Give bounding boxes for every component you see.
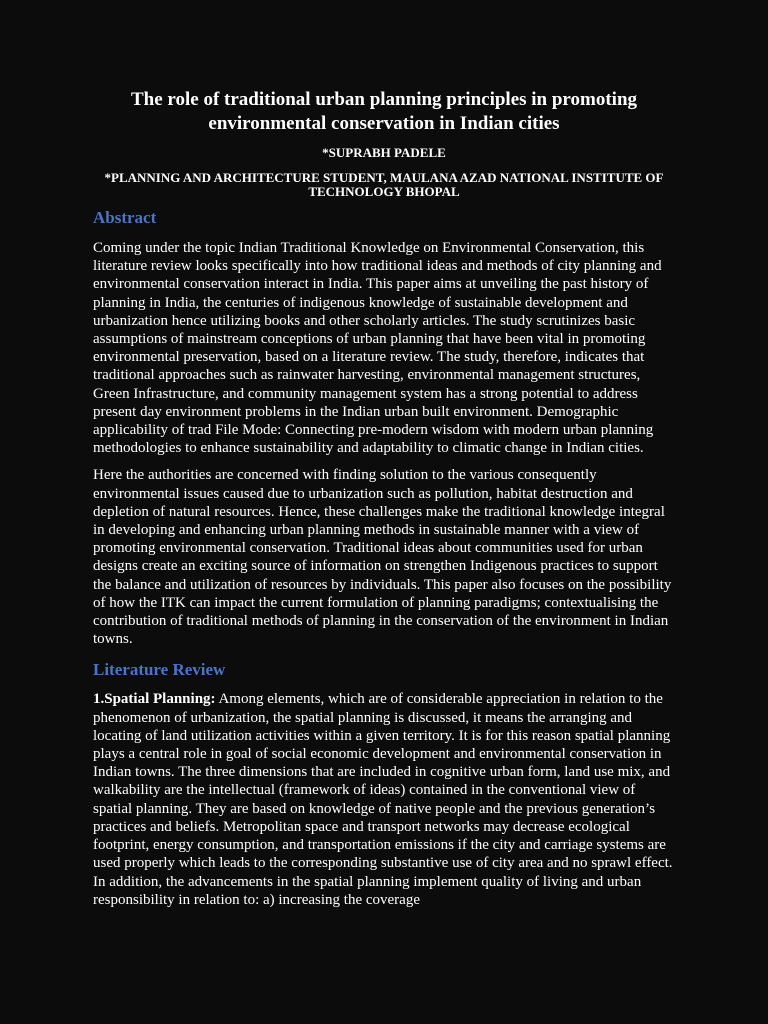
paper-title: The role of traditional urban planning principles in promoting environmental conservation in Indian cities	[130, 89, 638, 134]
abstract-paragraph-1: Coming under the topic Indian Traditional Knowledge on Environmental Conservation, this literature review looks specifically into how traditional ideas and methods of city planning and environmental conservation interact in India. This paper aims at unveiling the past history of planning in India, the centuries of indigenous knowledge of sustainable development and urbanization hence utilizing books and other scholarly articles. The study scrutinizes basic assumptions of mainstream conceptions of urban planning that have been vital in promoting environmental preservation, based on a literature review. The study, therefore, indicates that traditional approaches such as rainwater harvesting, environmental management structures, Green Infrastructure, and community management system has a strong potential to address present day environment problems in the Indian urban built environment. Demographic applicability of trad File Mode: Connecting pre-modern wisdom with modern urban planning methodologies to enhance sustainability and adaptability to climatic change in Indian cities.	[93, 240, 662, 457]
author-name: *SUPRABH PADELE	[322, 145, 446, 160]
abstract-paragraph-2: Here the authorities are concerned with finding solution to the various consequently environmental issues caused due to urbanization such as pollution, habitat destruction and depletion of natural resources. Hence, these challenges make the traditional knowledge integral in developing and enhancing urban planning methods in sustainable manner with a view of promoting environmental conservation. Traditional ideas about communities used for urban designs create an exciting source of information on strengthen Indigenous practices to support the balance and utilization of resources by individuals. This paper also focuses on the possibility of how the ITK can impact the current formulation of planning paradigms; contextualising the contribution of traditional methods of planning in the conservation of the environment in Indian towns.	[93, 467, 672, 648]
spatial-planning-paragraph	[93, 690, 675, 908]
abstract-heading: Abstract	[93, 208, 157, 227]
literature-review-heading: Literature Review	[93, 660, 226, 680]
spatial-planning-text: Among elements, which are of considerable appreciation in relation to the phenomenon of urbanization, the spatial planning is discussed, it means the arranging and locating of land utilization activities within a given territory. It is for this reason spatial planning plays a central role in goal of social economic development and environmental conservation in Indian towns. The three dimensions that are included in cognitive urban form, land use mix, and walkability are the intellectual (framework of ideas) contained in the conventional view of spatial planning. They are based on knowledge of native people and the previous generation’s practices and beliefs. Metropolitan space and transport networks may decrease ecological footprint, energy consumption, and transportation emissions if the city and carriage systems are used properly which leads to the corresponding substantive use of city area and no sprawl effect. In addition, the advancements in the spatial planning implement quality of living and urban responsibility in relation to: a) increasing the coverage	[93, 691, 673, 908]
spatial-planning-lead: 1.Spatial Planning:	[93, 691, 216, 708]
author-affiliation: *PLANNING AND ARCHITECTURE STUDENT, MAULANA AZAD NATIONAL INSTITUTE OF TECHNOLOGY BHOPAL	[104, 170, 664, 199]
